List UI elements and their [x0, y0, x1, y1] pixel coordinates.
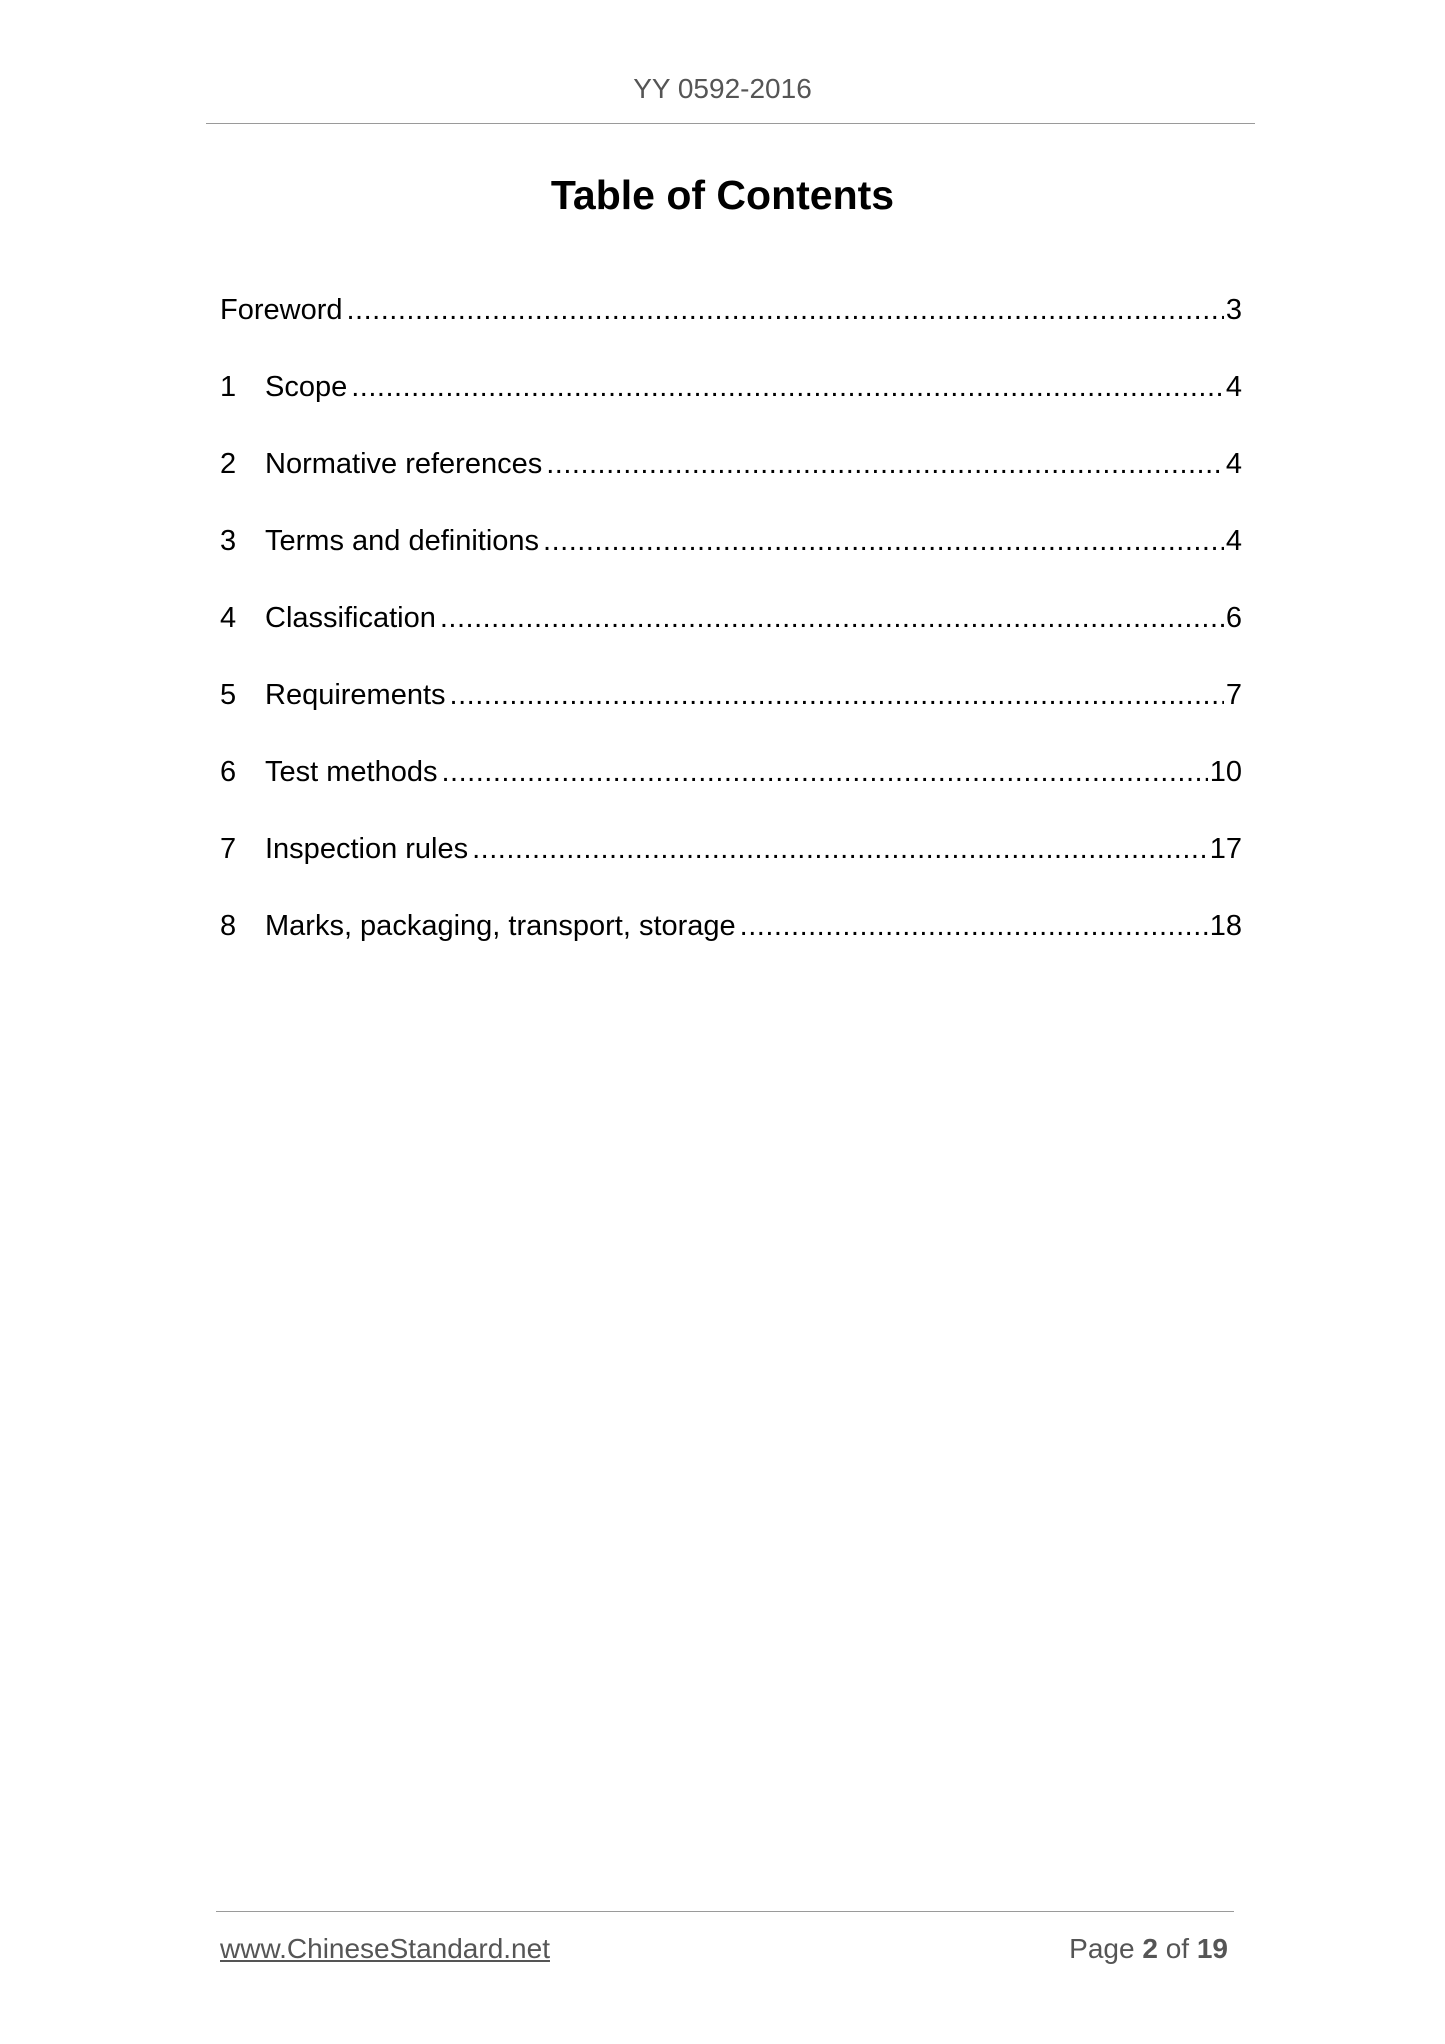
- table-of-contents: [220, 290, 1242, 983]
- toc-entry-number: 2: [220, 448, 237, 480]
- toc-entry-number: 1: [220, 371, 237, 403]
- toc-dot-leader: [740, 906, 1208, 946]
- toc-entry-requirements[interactable]: [220, 675, 1242, 752]
- toc-entry-page: 18: [1209, 910, 1242, 942]
- toc-entry-title: Normative references: [265, 448, 543, 480]
- toc-entry-marks-packaging[interactable]: [220, 906, 1242, 983]
- document-header-code: YY 0592-2016: [633, 73, 812, 104]
- toc-dot-leader: [440, 598, 1224, 638]
- toc-dot-leader: [351, 367, 1224, 407]
- toc-entry-number: 4: [220, 602, 237, 634]
- toc-entry-title: Scope: [265, 371, 348, 403]
- toc-dot-leader: [472, 829, 1208, 869]
- toc-entry-title: Requirements: [265, 679, 446, 711]
- toc-entry-classification[interactable]: [220, 598, 1242, 675]
- toc-entry-title: Marks, packaging, transport, storage: [265, 910, 736, 942]
- toc-entry-title: Test methods: [265, 756, 438, 788]
- toc-entry-page: 7: [1225, 679, 1242, 711]
- toc-entry-page: 17: [1209, 833, 1242, 865]
- of-label: of: [1165, 1933, 1190, 1964]
- footer-divider: [216, 1911, 1234, 1912]
- toc-dot-leader: [441, 752, 1207, 792]
- toc-entry-page: 4: [1225, 448, 1242, 480]
- total-pages-number: 19: [1196, 1933, 1228, 1964]
- toc-entry-title: Inspection rules: [265, 833, 469, 865]
- toc-entry-page: 10: [1209, 756, 1242, 788]
- website-link[interactable]: www.ChineseStandard.net: [220, 1933, 550, 1964]
- toc-entry-title: Foreword: [220, 294, 343, 326]
- toc-dot-leader: [347, 290, 1224, 330]
- toc-entry-foreword[interactable]: [220, 290, 1242, 367]
- toc-entry-number: 5: [220, 679, 237, 711]
- toc-entry-test-methods[interactable]: [220, 752, 1242, 829]
- page-label: Page: [1069, 1933, 1135, 1964]
- toc-entry-title: Terms and definitions: [265, 525, 540, 557]
- toc-entry-number: 8: [220, 910, 237, 942]
- toc-entry-title: Classification: [265, 602, 436, 634]
- toc-entry-scope[interactable]: [220, 367, 1242, 444]
- toc-entry-normative-references[interactable]: [220, 444, 1242, 521]
- toc-entry-number: 3: [220, 525, 237, 557]
- toc-entry-number: 6: [220, 756, 237, 788]
- toc-entry-terms-and-definitions[interactable]: [220, 521, 1242, 598]
- page-number: [1069, 1932, 1228, 1966]
- toc-entry-number: 7: [220, 833, 237, 865]
- toc-dot-leader: [450, 675, 1224, 715]
- current-page-number: 2: [1142, 1933, 1158, 1964]
- toc-entry-page: 4: [1225, 371, 1242, 403]
- toc-dot-leader: [546, 444, 1224, 484]
- page-title: Table of Contents: [550, 172, 895, 218]
- toc-entry-page: 4: [1225, 525, 1242, 557]
- toc-entry-page: 6: [1225, 602, 1242, 634]
- toc-entry-inspection-rules[interactable]: [220, 829, 1242, 906]
- toc-dot-leader: [543, 521, 1224, 561]
- header-divider: [206, 123, 1255, 124]
- toc-entry-page: 3: [1225, 294, 1242, 326]
